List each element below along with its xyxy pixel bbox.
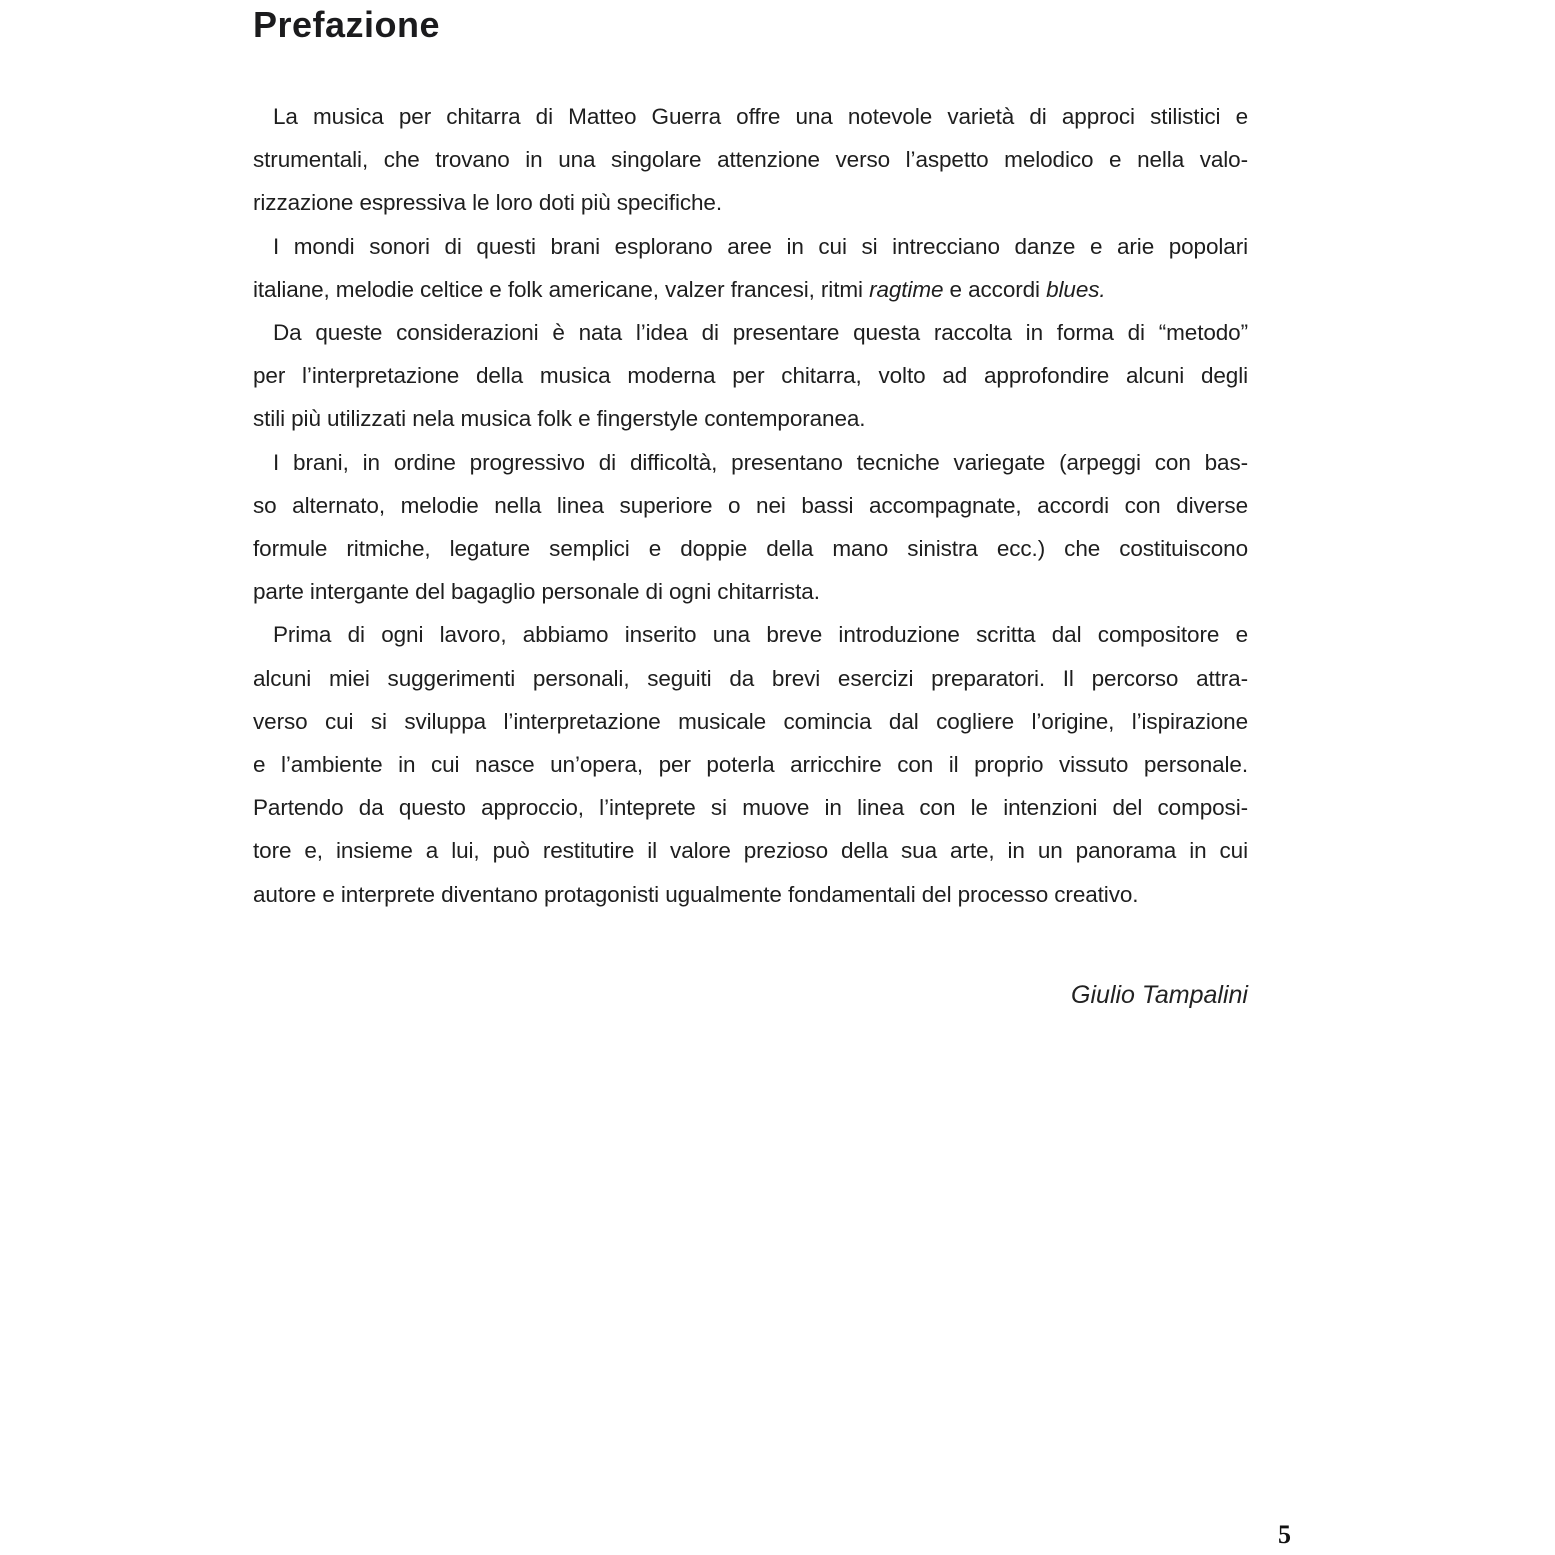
text-line — [253, 354, 1248, 397]
text-line — [253, 397, 1248, 440]
text-line — [253, 138, 1248, 181]
page-title: Prefazione — [253, 4, 441, 45]
italic-text-segment: ragtime — [869, 276, 944, 302]
text-column — [253, 0, 1248, 1010]
italic-text-segment: blues. — [1046, 276, 1106, 302]
text-line — [253, 441, 1248, 484]
text-line — [253, 311, 1248, 354]
text-segment: Prima di ogni lavoro, abbiamo inserito una breve introduzione scritta dal compositore e — [273, 622, 1248, 648]
text-line — [253, 484, 1248, 527]
text-line — [253, 225, 1248, 268]
text-segment: autore e interprete diventano protagonisti ugualmente fondamentali del processo creativo. — [253, 881, 1139, 907]
text-segment: Partendo da questo approccio, l’inteprete si muove in linea con le intenzioni del composi- — [253, 795, 1248, 821]
text-line — [253, 268, 1248, 311]
text-line — [253, 873, 1248, 916]
text-segment: La musica per chitarra di Matteo Guerra offre una notevole varietà di approci stilistici e — [273, 104, 1248, 129]
text-line — [253, 95, 1248, 138]
text-line — [253, 613, 1248, 656]
text-segment: alcuni miei suggerimenti personali, seguiti da brevi esercizi preparatori. Il percorso attra- — [253, 665, 1248, 691]
text-segment: tore e, insieme a lui, può restitutire il valore prezioso della sua arte, in un panorama in cui — [253, 838, 1248, 864]
body-text — [253, 95, 1248, 916]
text-line — [253, 829, 1248, 872]
page-number: 5 — [1278, 1520, 1291, 1549]
text-segment: italiane, melodie celtice e folk americane, valzer francesi, ritmi — [253, 276, 870, 302]
text-line — [253, 181, 1248, 224]
signature: Giulio Tampalini — [1071, 980, 1248, 1009]
text-line — [253, 743, 1248, 786]
text-line — [253, 657, 1248, 700]
text-line — [253, 700, 1248, 743]
text-segment: rizzazione espressiva le loro doti più specifiche. — [253, 190, 722, 216]
text-segment: parte intergante del bagaglio personale di ogni chitarrista. — [253, 579, 820, 605]
text-segment: I brani, in ordine progressivo di difficoltà, presentano tecniche variegate (arpeggi con bas- — [273, 449, 1248, 475]
text-segment: Da queste considerazioni è nata l’idea di presentare questa raccolta in forma di “metodo” — [273, 320, 1248, 346]
text-line — [253, 527, 1248, 570]
text-segment: per l’interpretazione della musica moderna per chitarra, volto ad approfondire alcuni degli — [253, 363, 1248, 389]
text-line — [253, 570, 1248, 613]
text-segment: strumentali, che trovano in una singolare attenzione verso l’aspetto melodico e nella valo- — [253, 147, 1248, 173]
text-segment: e accordi — [943, 276, 1047, 302]
text-line — [253, 786, 1248, 829]
text-segment: verso cui si sviluppa l’interpretazione musicale comincia dal cogliere l’origine, l’ispirazione — [253, 708, 1248, 734]
text-segment: so alternato, melodie nella linea superiore o nei bassi accompagnate, accordi con diverse — [253, 492, 1248, 518]
text-segment: e l’ambiente in cui nasce un’opera, per poterla arricchire con il proprio vissuto personale. — [253, 752, 1248, 778]
text-segment: I mondi sonori di questi brani esplorano aree in cui si intrecciano danze e arie popolari — [273, 233, 1248, 259]
text-segment: stili più utilizzati nela musica folk e fingerstyle contemporanea. — [253, 406, 866, 432]
text-segment: formule ritmiche, legature semplici e doppie della mano sinistra ecc.) che costituiscono — [253, 536, 1248, 562]
